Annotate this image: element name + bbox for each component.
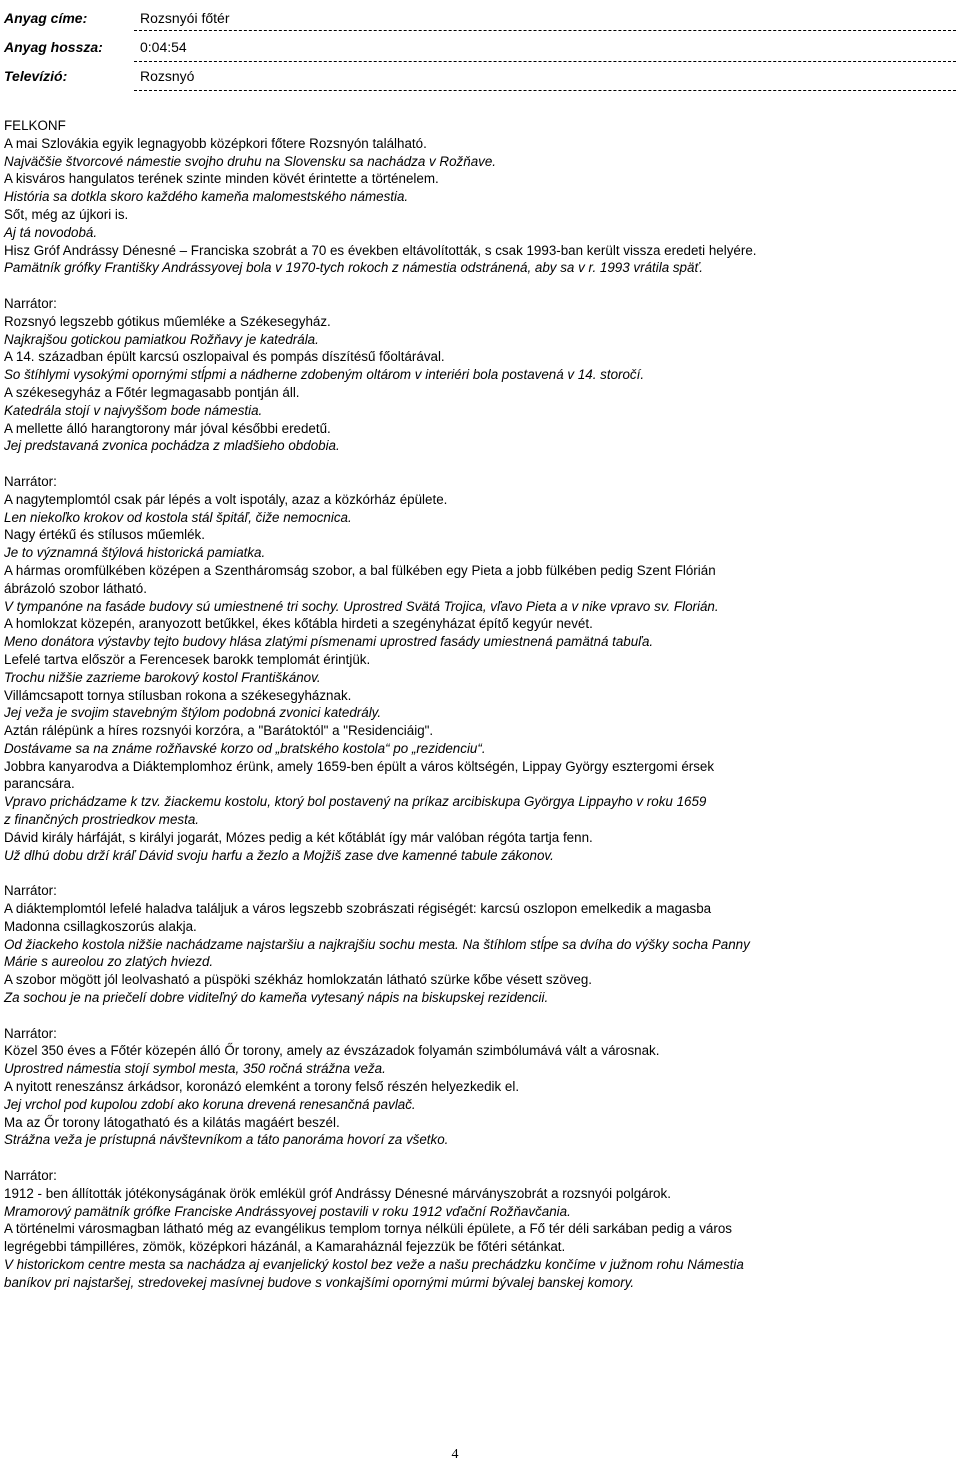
block-gap: [4, 277, 954, 295]
narrator-label: Narrátor:: [4, 1168, 57, 1184]
hungarian-line: A nagytemplomtól csak pár lépés a volt ispotály, azaz a közkórház épülete.: [4, 491, 448, 507]
block-gap: [4, 864, 954, 882]
hungarian-line: Ma az Őr torony látogatható és a kilátás magáért beszél.: [4, 1114, 340, 1130]
slovak-line: Jej predstavaná zvonica pochádza z mladšieho obdobia.: [4, 438, 340, 454]
tv-row: [4, 58, 956, 87]
hungarian-line: A homlokzat közepén, aranyozott betűkkel, ékes kőtábla hirdeti a szegényházat építő kegyúr nevét.: [4, 616, 593, 632]
page-number: 4: [451, 1447, 459, 1462]
block-gap: [4, 1007, 954, 1025]
hungarian-line: Nagy értékű és stílusos műemlék.: [4, 527, 205, 543]
hungarian-line: A diáktemplomtól lefelé haladva találjuk a város legszebb szobrászati régiségét: karcsú oszlopon emelkedik a magasba: [4, 901, 712, 917]
tv-label: Televízió:: [4, 68, 68, 84]
hungarian-line: Rozsnyó legszebb gótikus műemléke a Székesegyház.: [4, 313, 331, 329]
hungarian-line: A székesegyház a Főtér legmagasabb pontján áll.: [4, 384, 300, 400]
slovak-line: V historickom centre mesta sa nachádza aj evanjelický kostol bez veže a našu prechádzku končíme v južnom rohu Námestia: [4, 1257, 744, 1272]
slovak-line: Meno donátora výstavby tejto budovy hlása zlatými písmenami uprostred fasády umiestnená pamätná tabuľa.: [4, 634, 654, 650]
hungarian-line: Közel 350 éves a Főtér közepén álló Őr torony, amely az évszázadok folyamán szimbólumává vált a városnak.: [4, 1043, 660, 1059]
hungarian-line: A szobor mögött jól leolvasható a püspöki székház homlokzatán látható szürke kőbe vésett szöveg.: [4, 972, 593, 988]
hungarian-line: A történelmi városmagban látható még az evangélikus templom tornya nélküli épülete, a Fő tér déli sarkában pedig a város: [4, 1221, 732, 1237]
hungarian-line: Jobbra kanyarodva a Diáktemplomhoz érünk, amely 1659-ben épült a város költségén, Lippay György esztergomi érsek: [4, 758, 715, 774]
hungarian-line: Hisz Gróf Andrássy Dénesné – Franciska szobrát a 70 es években eltávolították, s csak 1993-ban került vissza eredeti helyére.: [4, 242, 757, 258]
slovak-line: So štíhlymi vysokými opornými stĺpmi a nádherne zdobeným oltárom v interiéri bola postavená v 14. storočí.: [4, 367, 645, 383]
slovak-line: Mramorový pamätník grófke Franciske Andrássyovej postavili v roku 1912 vďační Rožňavčania.: [4, 1203, 571, 1219]
slovak-line: Za sochou je na priečelí dobre viditeľný do kameňa vytesaný nápis na biskupskej rezidencii.: [4, 990, 549, 1006]
hungarian-line: Madonna csillagkoszorús alakja.: [4, 918, 197, 934]
title-label: Anyag címe:: [4, 10, 88, 26]
hungarian-line: A 14. században épült karcsú oszlopaival és pompás díszítésű főoltárával.: [4, 349, 445, 365]
tv-underline: [134, 90, 956, 91]
slovak-line: Najväčšie štvorcové námestie svojho druhu na Slovensku sa nachádza v Rožňave.: [4, 153, 497, 169]
slovak-line: Jej vrchol pod kupolou zdobí ako koruna drevená renesančná pavlač.: [4, 1096, 416, 1112]
hungarian-line: Sőt, még az újkori is.: [4, 206, 129, 222]
slovak-line: baníkov pri najstaršej, stredovekej masívnej budove s vonkajšími opornými múrmi bývalej banskej komory.: [4, 1274, 635, 1290]
slovak-line: Je to významná štýlová historická pamiatka.: [4, 545, 266, 561]
slovak-line: Vpravo prichádzame k tzv. žiackemu kostolu, ktorý bol postavený na príkaz arcibiskupa Györgya Lippayho v roku 1659: [4, 794, 707, 810]
slovak-line: Pamätník grófky Františky Andrássyovej bola v 1970-tych rokoch z námestia odstránená, aby sa v r. 1993 vrátila späť.: [4, 260, 703, 276]
slovak-line: Katedrála stojí v najvyššom bode námestia.: [4, 402, 263, 418]
slovak-line: Trochu nižšie zazrieme barokový kostol Františkánov.: [4, 669, 321, 685]
slovak-line: Od žiackeho kostola nižšie nachádzame najstaršiu a najkrajšiu sochu mesta. Na štíhlom stĺpe sa dvíha do výšky socha Panny: [4, 936, 750, 952]
title-value: Rozsnyói főtér: [140, 10, 230, 26]
narrator-label: Narrátor:: [4, 473, 57, 489]
script-content: [4, 117, 954, 1292]
title-row: [4, 0, 956, 29]
length-value: 0:04:54: [140, 39, 187, 55]
hungarian-line: parancsára.: [4, 776, 75, 792]
hungarian-line: A mai Szlovákia egyik legnagyobb középkori főtere Rozsnyón található.: [4, 135, 427, 151]
slovak-line: Len niekoľko krokov od kostola stál špitáľ, čiže nemocnica.: [4, 509, 352, 525]
hungarian-line: A kisváros hangulatos terének szinte minden kövét érintette a történelem.: [4, 171, 439, 187]
slovak-line: História sa dotkla skoro každého kameňa malomestského námestia.: [4, 189, 409, 205]
slovak-line: Uprostred námestia stojí symbol mesta, 350 ročná strážna veža.: [4, 1061, 386, 1077]
slovak-line: Najkrajšou gotickou pamiatkou Rožňavy je katedrála.: [4, 331, 319, 347]
slovak-line: V tympanóne na fasáde budovy sú umiestnené tri sochy. Uprostred Svätá Trojica, vľavo Pieta a v nike vpravo sv. Florián.: [4, 598, 719, 614]
hungarian-line: A mellette álló harangtorony már jóval későbbi eredetű.: [4, 420, 331, 436]
slovak-line: Márie s aureolou zo zlatých hviezd.: [4, 954, 214, 970]
hungarian-line: 1912 - ben állították jótékonyságának örök emlékül gróf Andrássy Dénesné márványszobrát a rozsnyói polgárok.: [4, 1185, 671, 1201]
slovak-line: Strážna veža je prístupná návštevníkom a táto panoráma hovorí za všetko.: [4, 1132, 449, 1148]
block-gap: [4, 1149, 954, 1167]
hungarian-line: Lefelé tartva először a Ferencesek barokk templomát érintjük.: [4, 651, 371, 667]
hungarian-line: Aztán rálépünk a híres rozsnyói korzóra, a "Barátoktól" a "Residenciáig".: [4, 723, 434, 739]
length-label: Anyag hossza:: [4, 39, 103, 55]
hungarian-line: Villámcsapott tornya stílusban rokona a székesegyháznak.: [4, 687, 352, 703]
slovak-line: Dostávame sa na známe rožňavské korzo od „bratského kostola“ po „rezidenciu“.: [4, 740, 486, 756]
slovak-line: Jej veža je svojim stavebným štýlom podobná zvonici katedrály.: [4, 705, 382, 721]
narrator-label: Narrátor:: [4, 295, 57, 311]
hungarian-line: A hármas oromfülkében középen a Szentháromság szobor, a bal fülkében egy Pieta a jobb fülkében pedig Szent Flórián: [4, 562, 716, 578]
block-gap: [4, 455, 954, 473]
hungarian-line: legrégebbi támpilléres, zömök, középkori házánál, a Kamaraháznál fejezzük be főtéri sétánkat.: [4, 1239, 566, 1255]
length-row: [4, 29, 956, 58]
slovak-line: z finančných prostriedkov mesta.: [4, 812, 199, 828]
hungarian-line: FELKONF: [4, 118, 66, 133]
document-header: [4, 0, 956, 87]
narrator-label: Narrátor:: [4, 1025, 57, 1041]
narrator-label: Narrátor:: [4, 883, 57, 899]
slovak-line: Aj tá novodobá.: [4, 224, 98, 240]
hungarian-line: ábrázoló szobor látható.: [4, 580, 147, 596]
hungarian-line: Dávid király hárfáját, s királyi jogarát, Mózes pedig a két kőtáblát így már valóban régóta tartja fenn.: [4, 829, 593, 845]
slovak-line: Už dlhú dobu drží kráľ Dávid svoju harfu a žezlo a Mojžiš zase dve kamenné tabule zákonov.: [4, 847, 554, 863]
hungarian-line: A nyitott reneszánsz árkádsor, koronázó elemként a torony felső részén helyezkedik el.: [4, 1079, 520, 1095]
tv-value: Rozsnyó: [140, 68, 195, 84]
